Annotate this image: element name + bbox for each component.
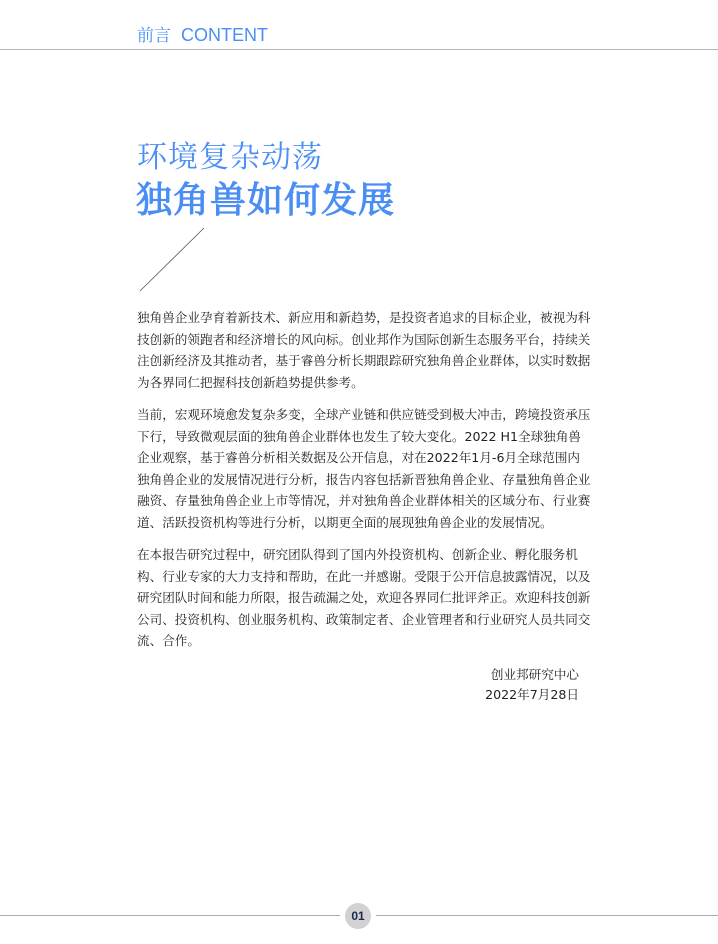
paragraph-line: 构、行业专家的大力支持和帮助，在此一并感谢。受限于公开信息披露情况，以及 <box>137 568 591 584</box>
paragraph-line: 技创新的领跑者和经济增长的风向标。创业邦作为国际创新生态服务平台，持续关 <box>137 331 591 347</box>
paragraph-line: 公司、投资机构、创业服务机构、政策制定者、企业管理者和行业研究人员共同交 <box>137 611 591 627</box>
paragraph-line: 流、合作。 <box>137 633 200 648</box>
paragraph-line: 独角兽企业孕育着新技术、新应用和新趋势，是投资者追求的目标企业，被视为科 <box>137 310 591 325</box>
signature-org: 创业邦研究中心 <box>490 667 579 682</box>
paragraph-line: 研究团队时间和能力所限，报告疏漏之处，欢迎各界同仁批评斧正。欢迎科技创新 <box>137 590 591 605</box>
section-title-cn: 前言 <box>137 26 171 46</box>
paragraph-line: 道、活跃投资机构等进行分析，以期更全面的展现独角兽企业的发展情况。 <box>137 514 553 530</box>
paragraph-2 <box>137 404 591 533</box>
paragraph-line: 独角兽企业的发展情况进行分析，报告内容包括新晋独角兽企业、存量独角兽企业 <box>137 471 591 487</box>
paragraph-line: 下行，导致微观层面的独角兽企业群体也发生了较大变化。2022 H1全球独角兽 <box>137 428 581 444</box>
paragraph-line: 注创新经济及其推动者，基于睿兽分析长期跟踪研究独角兽企业群体，以实时数据 <box>137 353 591 368</box>
page-number: 01 <box>345 903 371 929</box>
section-title-en: CONTENT <box>181 25 268 45</box>
paragraph-line: 融资、存量独角兽企业上市等情况，并对独角兽企业群体相关的区域分布、行业赛 <box>137 493 591 508</box>
paragraph-3 <box>137 544 591 652</box>
paragraph-line: 为各界同仁把握科技创新趋势提供参考。 <box>137 374 364 390</box>
paragraph-1 <box>137 307 591 393</box>
footer-divider-right <box>376 915 718 916</box>
paragraph-line: 当前，宏观环境愈发复杂多变，全球产业链和供应链受到极大冲击，跨境投资承压 <box>137 407 591 422</box>
signature-date: 2022年7月28日 <box>485 687 579 702</box>
title-line-2: 独角兽如何发展 <box>136 180 396 221</box>
paragraph-line: 在本报告研究过程中，研究团队得到了国内外投资机构、创新企业、孵化服务机 <box>137 547 578 562</box>
paragraph-line: 企业观察，基于睿兽分析相关数据及公开信息，对在2022年1月-6月全球范围内 <box>137 450 581 465</box>
title-line-1: 环境复杂动荡 <box>137 140 323 175</box>
footer-divider-left <box>0 915 340 916</box>
